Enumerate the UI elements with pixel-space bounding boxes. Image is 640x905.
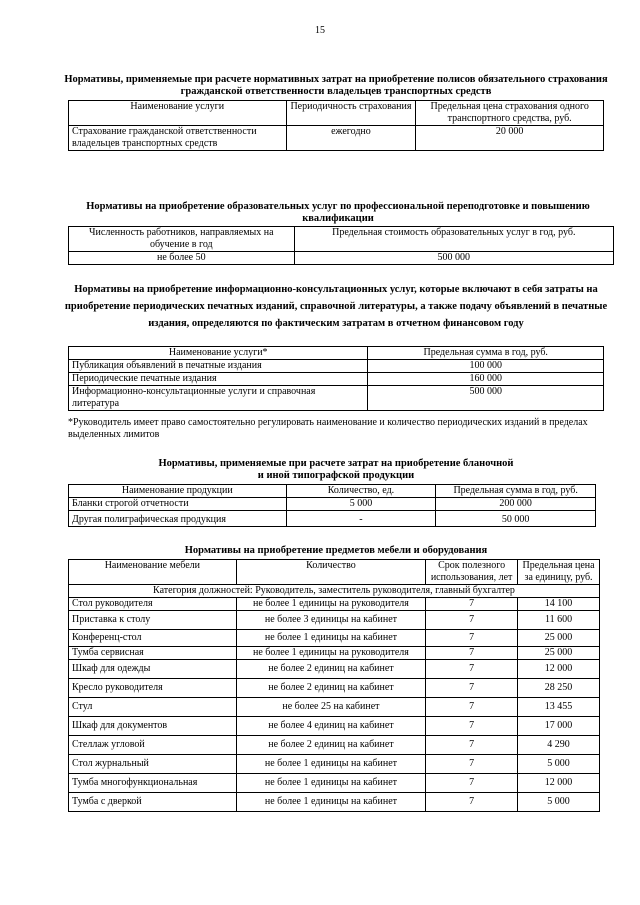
table-header-cell: Количество, ед. xyxy=(286,485,436,498)
table-cell: Информационно-консультационные услуги и справочная литература xyxy=(69,386,368,411)
table-cell: 200 000 xyxy=(436,498,596,511)
table-cell: Страхование гражданской ответственности владельцев транспортных средств xyxy=(69,126,287,151)
table-header-cell: Предельная сумма в год, руб. xyxy=(436,485,596,498)
table-cell: 4 290 xyxy=(518,736,600,755)
table-cell: 17 000 xyxy=(518,717,600,736)
table-cell: 12 000 xyxy=(518,660,600,679)
table-cell: Кресло руководителя xyxy=(69,679,237,698)
table-cell: 25 000 xyxy=(518,630,600,647)
table-row xyxy=(69,774,600,793)
table-cell: 7 xyxy=(426,736,518,755)
table-row xyxy=(69,679,600,698)
table-cell: не более 2 единиц на кабинет xyxy=(236,736,425,755)
table-cell: 7 xyxy=(426,698,518,717)
forms-table xyxy=(68,484,596,527)
table-cell: 14 100 xyxy=(518,598,600,611)
table-cell: 7 xyxy=(426,774,518,793)
insurance-table xyxy=(68,100,604,151)
table-cell: 7 xyxy=(426,679,518,698)
table-header-cell: Наименование продукции xyxy=(69,485,287,498)
table-cell: не более 1 единицы на кабинет xyxy=(236,793,425,812)
table-cell: Тумба с дверкой xyxy=(69,793,237,812)
table-cell: Стеллаж угловой xyxy=(69,736,237,755)
table-cell: 7 xyxy=(426,717,518,736)
education-table xyxy=(68,226,614,265)
table-cell: 7 xyxy=(426,660,518,679)
table-cell: Стул xyxy=(69,698,237,717)
table-row xyxy=(69,386,604,411)
forms-heading-line1: Нормативы, применяемые при расчете затрат на приобретение бланочной xyxy=(158,458,514,469)
category-cell: Категория должностей: Руководитель, заместитель руководителя, главный бухгалтер xyxy=(69,585,600,598)
table-row xyxy=(69,598,600,611)
info-footnote: *Руководитель имеет право самостоятельно регулировать наименование и количество периодических изданий в пределах выделенных лимитов xyxy=(68,417,588,440)
info-table xyxy=(68,346,604,411)
table-row xyxy=(69,736,600,755)
table-cell: Конференц-стол xyxy=(69,630,237,647)
table-row xyxy=(69,698,600,717)
table-cell: 7 xyxy=(426,630,518,647)
table-cell: 7 xyxy=(426,755,518,774)
table-header-cell: Количество xyxy=(236,560,425,585)
table-cell: Стол руководителя xyxy=(69,598,237,611)
table-cell: не более 50 xyxy=(69,252,295,265)
table-cell: 7 xyxy=(426,611,518,630)
table-cell: 7 xyxy=(426,647,518,660)
table-cell: 5 000 xyxy=(286,498,436,511)
table-cell: 12 000 xyxy=(518,774,600,793)
table-row xyxy=(69,373,604,386)
table-cell: Тумба сервисная xyxy=(69,647,237,660)
table-row xyxy=(69,793,600,812)
table-cell: - xyxy=(286,511,436,527)
table-header-cell: Предельная цена страхования одного транспортного средства, руб. xyxy=(416,101,604,126)
table-cell: 5 000 xyxy=(518,755,600,774)
table-header-row xyxy=(69,560,600,585)
insurance-heading: Нормативы, применяемые при расчете нормативных затрат на приобретение полисов обязательного страхования гражданской ответственности владельцев транспортных средств xyxy=(64,74,608,97)
table-cell: 500 000 xyxy=(294,252,613,265)
table-row xyxy=(69,360,604,373)
table-cell: Тумба многофункциональная xyxy=(69,774,237,793)
table-header-row xyxy=(69,227,614,252)
table-cell: не более 1 единицы на руководителя xyxy=(236,598,425,611)
table-cell: 7 xyxy=(426,793,518,812)
table-cell: не более 1 единицы на кабинет xyxy=(236,774,425,793)
forms-section xyxy=(62,458,610,482)
furniture-table xyxy=(68,559,600,812)
table-cell: Шкаф для одежды xyxy=(69,660,237,679)
table-cell: 5 000 xyxy=(518,793,600,812)
table-cell: 160 000 xyxy=(368,373,604,386)
table-cell: Периодические печатные издания xyxy=(69,373,368,386)
table-row xyxy=(69,611,600,630)
furniture-heading: Нормативы на приобретение предметов мебели и оборудования xyxy=(184,545,488,556)
table-cell: 100 000 xyxy=(368,360,604,373)
education-heading: Нормативы на приобретение образовательных услуг по профессиональной переподготовке и повышению квалификации xyxy=(86,201,590,224)
education-section xyxy=(80,201,596,225)
table-cell: не более 25 на кабинет xyxy=(236,698,425,717)
table-cell: не более 2 единиц на кабинет xyxy=(236,660,425,679)
category-row xyxy=(69,585,600,598)
table-cell: ежегодно xyxy=(286,126,416,151)
table-header-row xyxy=(69,101,604,126)
table-cell: 7 xyxy=(426,598,518,611)
table-header-cell: Численность работников, направляемых на обучение в год xyxy=(69,227,295,252)
table-cell: не более 1 единицы на кабинет xyxy=(236,755,425,774)
table-cell: 25 000 xyxy=(518,647,600,660)
table-row xyxy=(69,647,600,660)
table-header-cell: Наименование услуги* xyxy=(69,347,368,360)
table-cell: не более 2 единиц на кабинет xyxy=(236,679,425,698)
table-cell: Стол журнальный xyxy=(69,755,237,774)
table-row xyxy=(69,252,614,265)
table-header-row xyxy=(69,347,604,360)
table-cell: 13 455 xyxy=(518,698,600,717)
furniture-section xyxy=(62,545,610,557)
table-row xyxy=(69,126,604,151)
table-cell: не более 1 единицы на руководителя xyxy=(236,647,425,660)
table-header-cell: Наименование услуги xyxy=(69,101,287,126)
table-row xyxy=(69,630,600,647)
table-row xyxy=(69,511,596,527)
table-row xyxy=(69,498,596,511)
table-header-cell: Периодичность страхования xyxy=(286,101,416,126)
table-cell: 50 000 xyxy=(436,511,596,527)
forms-heading-line2: и иной типографской продукции xyxy=(257,470,415,481)
table-header-cell: Срок полезного использования, лет xyxy=(426,560,518,585)
table-header-row xyxy=(69,485,596,498)
table-cell: Шкаф для документов xyxy=(69,717,237,736)
table-cell: Бланки строгой отчетности xyxy=(69,498,287,511)
table-cell: не более 1 единицы на кабинет xyxy=(236,630,425,647)
table-cell: 500 000 xyxy=(368,386,604,411)
insurance-section xyxy=(62,74,610,98)
page-number: 15 xyxy=(315,25,325,36)
table-header-cell: Предельная цена за единицу, руб. xyxy=(518,560,600,585)
table-cell: 11 600 xyxy=(518,611,600,630)
table-cell: 28 250 xyxy=(518,679,600,698)
table-cell: Публикация объявлений в печатные издания xyxy=(69,360,368,373)
table-row xyxy=(69,660,600,679)
table-cell: Другая полиграфическая продукция xyxy=(69,511,287,527)
table-header-cell: Предельная сумма в год, руб. xyxy=(368,347,604,360)
info-heading: Нормативы на приобретение информационно-консультационных услуг, которые включают в себя затраты на приобретение периодических печатных изданий, справочной литературы, а также подачу объявлений в печатные издания, определяются по фактическим затратам в отчетном финансовом году xyxy=(64,284,608,329)
table-header-cell: Наименование мебели xyxy=(69,560,237,585)
table-cell: не более 3 единицы на кабинет xyxy=(236,611,425,630)
table-row xyxy=(69,755,600,774)
table-header-cell: Предельная стоимость образовательных услуг в год, руб. xyxy=(294,227,613,252)
info-section xyxy=(62,281,610,332)
table-cell: не более 4 единиц на кабинет xyxy=(236,717,425,736)
table-cell: Приставка к столу xyxy=(69,611,237,630)
table-cell: 20 000 xyxy=(416,126,604,151)
table-row xyxy=(69,717,600,736)
